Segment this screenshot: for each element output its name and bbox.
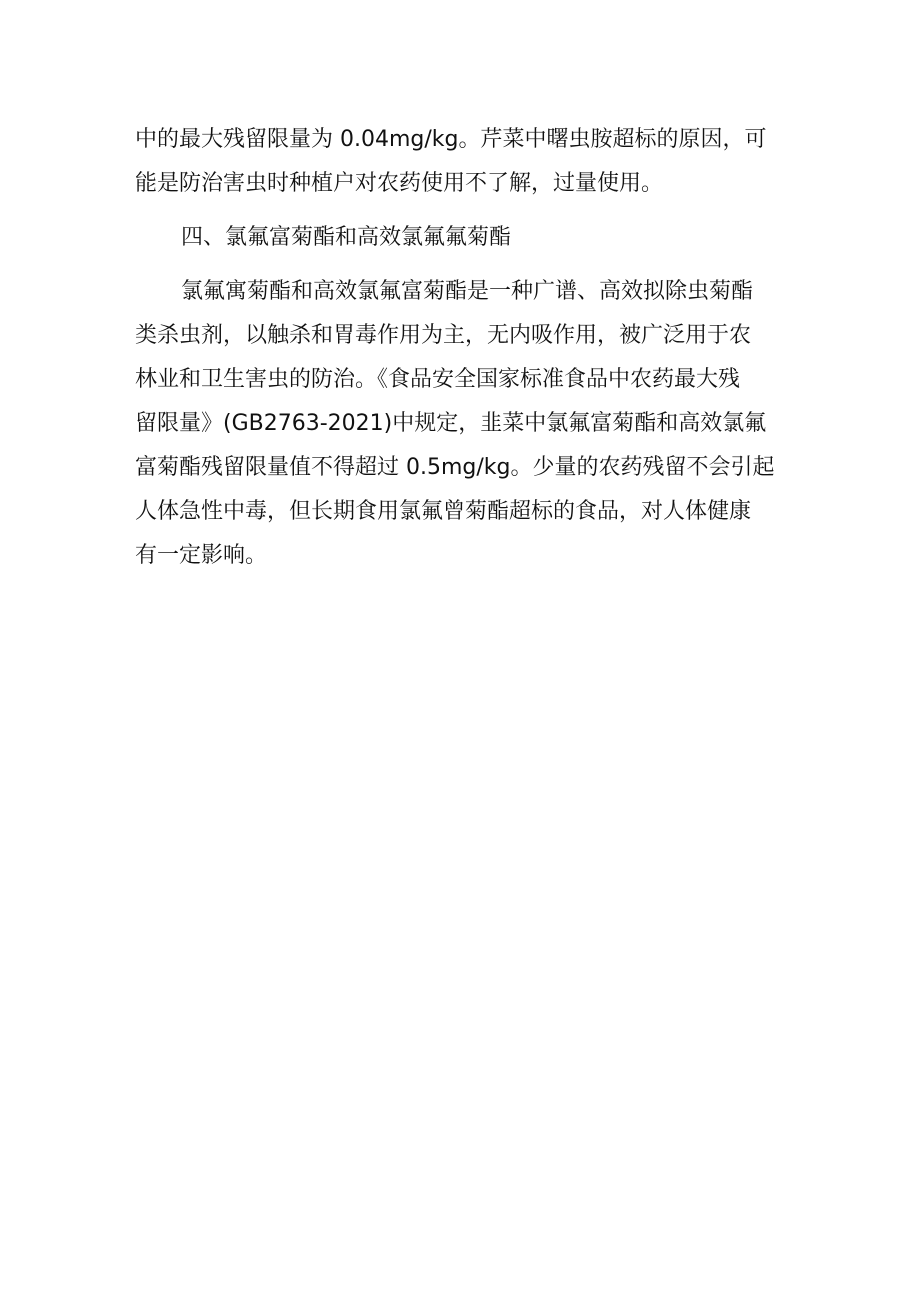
- paragraph-pyrethroid: [135, 270, 795, 578]
- document-body: [135, 118, 795, 578]
- section-heading: 四、氯氟富菊酯和高效氯氟氟菊酯: [181, 225, 512, 250]
- paragraph-line: 类杀虫剂，以触杀和胃毒作用为主，无内吸作用，被广泛用于农: [135, 323, 752, 348]
- paragraph-line: 留限量》(GB2763-2021)中规定，韭菜中氯氟富菊酯和高效氯氟: [135, 411, 767, 436]
- paragraph-line: 富菊酯残留限量值不得超过 0.5mg/kg。少量的农药残留不会引起: [135, 455, 775, 480]
- paragraph-line: 人体急性中毒，但长期食用氯氟曾菊酯超标的食品，对人体健康: [135, 499, 752, 524]
- paragraph-line: 能是防治害虫时种植户对农药使用不了解，过量使用。: [135, 171, 664, 196]
- paragraph-line: 林业和卫生害虫的防治。《食品安全国家标准食品中农药最大残: [135, 367, 741, 392]
- paragraph-line: 氯氟寓菊酯和高效氯氟富菊酯是一种广谱、高效拟除虫菊酯: [181, 279, 754, 304]
- paragraph-line: 中的最大残留限量为 0.04mg/kg。芹菜中曙虫胺超标的原因，可: [135, 127, 767, 152]
- paragraph-continuation: [135, 118, 795, 206]
- paragraph-line: 有一定影响。: [135, 543, 268, 568]
